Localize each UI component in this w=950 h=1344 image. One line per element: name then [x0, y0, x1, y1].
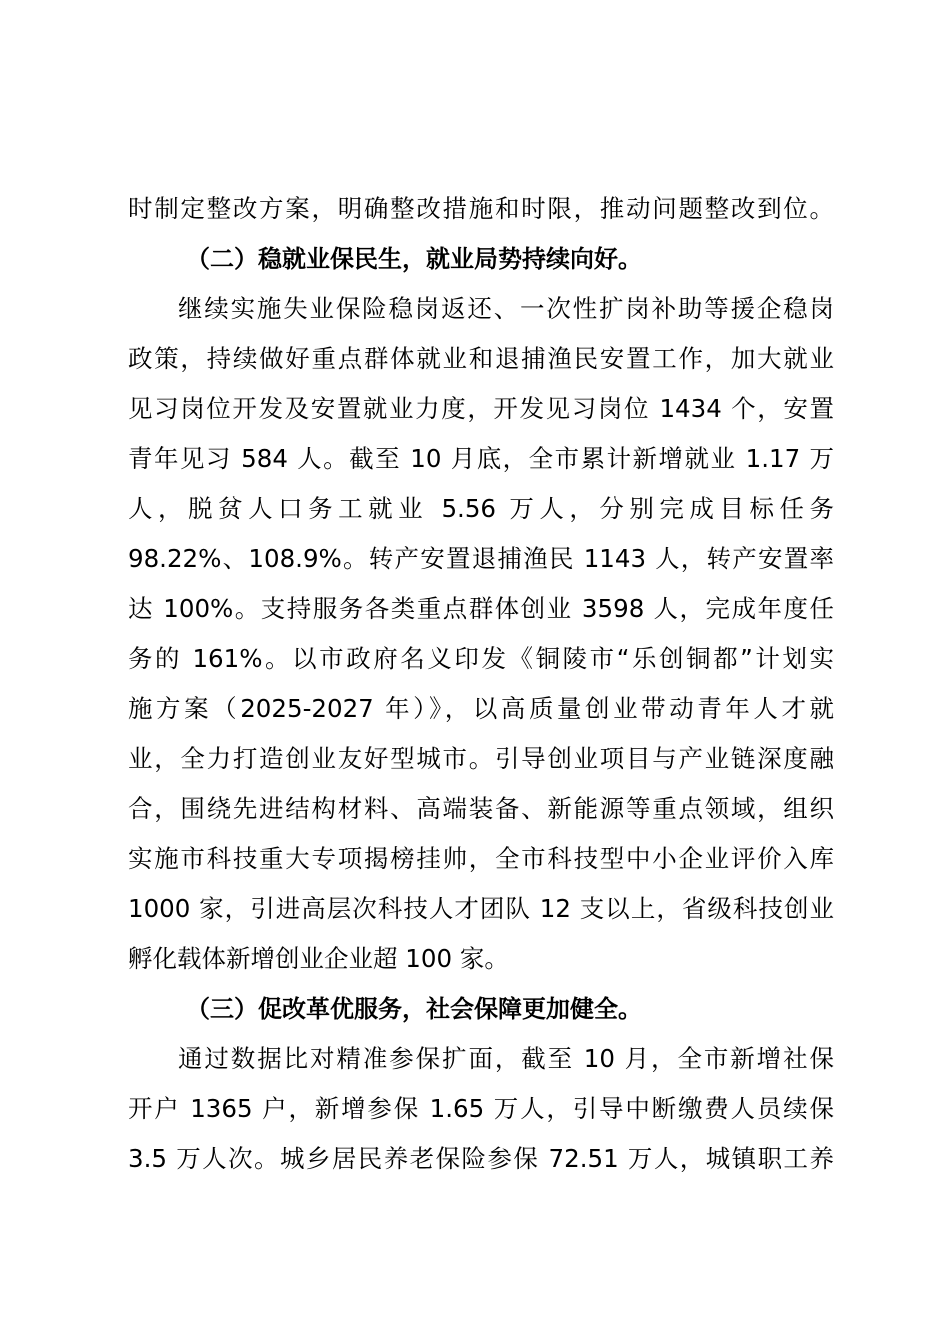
paragraph-line: 人，脱贫人口务工就业 5.56 万人，分别完成目标任务	[128, 494, 834, 523]
paragraph-line: 实施市科技重大专项揭榜挂帅，全市科技型中小企业评价入库	[128, 844, 834, 873]
paragraph-line: 孵化载体新增创业企业超 100 家。	[128, 944, 509, 973]
paragraph-line: 施方案（2025-2027 年）》，以高质量创业带动青年人才就	[128, 694, 834, 723]
paragraph-line: 继续实施失业保险稳岗返还、一次性扩岗补助等援企稳岗	[178, 294, 834, 323]
paragraph-line: 业，全力打造创业友好型城市。引导创业项目与产业链深度融	[128, 744, 834, 773]
paragraph-line: 青年见习 584 人。截至 10 月底，全市累计新增就业 1.17 万	[128, 444, 834, 473]
paragraph-line: 通过数据比对精准参保扩面，截至 10 月，全市新增社保	[178, 1044, 834, 1073]
section-heading-3: （三）促改革优服务，社会保障更加健全。	[186, 995, 642, 1023]
document-page	[128, 184, 834, 1184]
paragraph-line: 3.5 万人次。城乡居民养老保险参保 72.51 万人，城镇职工养	[128, 1144, 834, 1173]
paragraph-line: 开户 1365 户，新增参保 1.65 万人，引导中断缴费人员续保	[128, 1094, 834, 1123]
paragraph-line: 时制定整改方案，明确整改措施和时限，推动问题整改到位。	[128, 194, 834, 223]
paragraph-line: 98.22%、108.9%。转产安置退捕渔民 1143 人，转产安置率	[128, 544, 834, 573]
paragraph-line: 合，围绕先进结构材料、高端装备、新能源等重点领域，组织	[128, 794, 834, 823]
paragraph-line: 见习岗位开发及安置就业力度，开发见习岗位 1434 个，安置	[128, 394, 834, 423]
paragraph-line: 达 100%。支持服务各类重点群体创业 3598 人，完成年度任	[128, 594, 834, 623]
paragraph-line: 1000 家，引进高层次科技人才团队 12 支以上，省级科技创业	[128, 894, 834, 923]
section-heading-2: （二）稳就业保民生，就业局势持续向好。	[186, 245, 642, 273]
paragraph-line: 务的 161%。以市政府名义印发《铜陵市“乐创铜都”计划实	[128, 644, 834, 673]
paragraph-line: 政策，持续做好重点群体就业和退捕渔民安置工作，加大就业	[128, 344, 834, 373]
